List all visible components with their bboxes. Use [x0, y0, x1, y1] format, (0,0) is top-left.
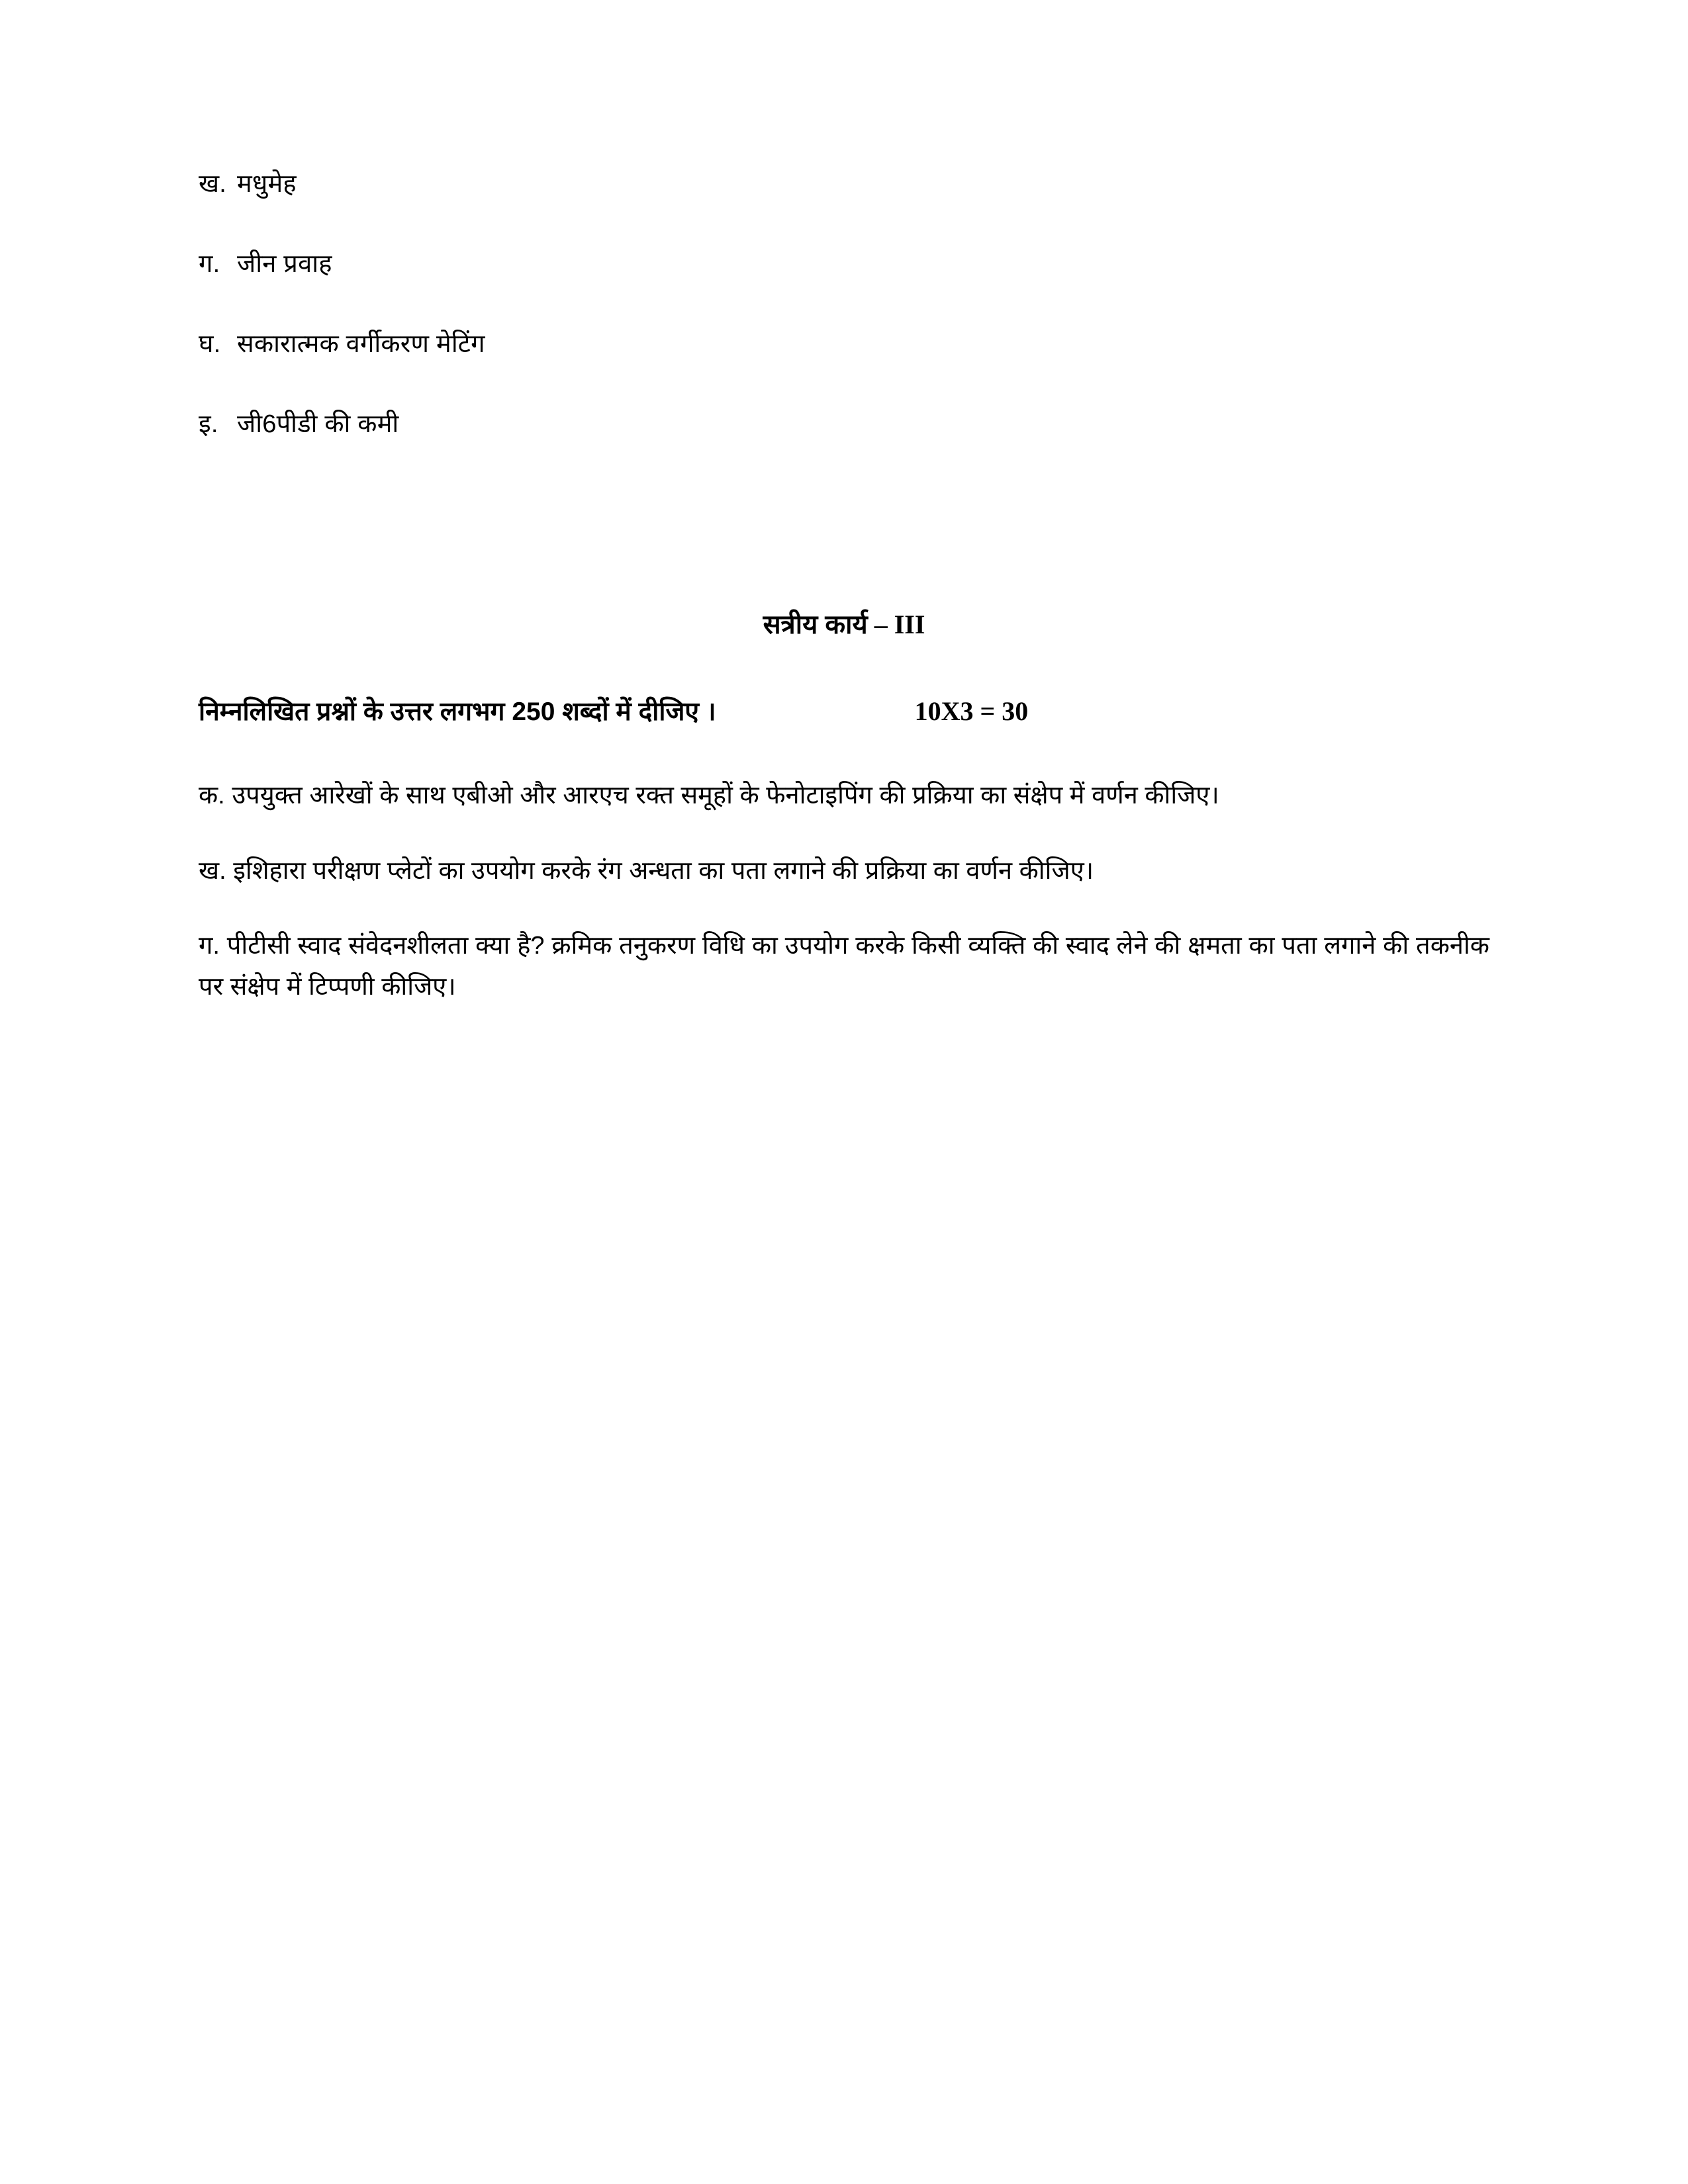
document-content	[199, 165, 1489, 1007]
list-item	[199, 246, 1489, 283]
instruction-marks: 10X3 = 30	[914, 696, 1029, 726]
question-item	[199, 851, 1489, 892]
list-item	[199, 165, 1489, 203]
list-item-label: जीन प्रवाह	[237, 250, 332, 278]
question-text: पीटीसी स्वाद संवेदनशीलता क्या है? क्रमिक तनुकरण विधि का उपयोग करके किसी व्यक्ति की स्वाद लेने की क्षमता का पता लगाने की तकनीक पर संक्षेप में टिप्पणी कीजिए।	[199, 932, 1489, 1001]
question-text: इशिहारा परीक्षण प्लेटों का उपयोग करके रंग अन्धता का पता लगाने की प्रक्रिया का वर्णन कीजिए।	[233, 856, 1094, 885]
section-heading	[199, 605, 1489, 641]
questions-list	[199, 776, 1489, 1007]
options-list	[199, 165, 1489, 443]
list-item-label: सकारात्मक वर्गीकरण मेटिंग	[237, 330, 485, 358]
list-item-label: मधुमेह	[237, 170, 297, 198]
question-marker: ग.	[199, 932, 220, 960]
list-item-marker: इ.	[199, 410, 218, 438]
question-marker: ख.	[199, 856, 226, 885]
section-heading-devanagari: सत्रीय कार्य	[763, 610, 868, 639]
list-item-label: जी6पीडी की कमी	[237, 410, 399, 438]
list-item-marker: ख.	[199, 170, 227, 198]
instruction-text: निम्नलिखित प्रश्नों के उत्तर लगभग 250 शब्दों में दीजिए ।	[199, 698, 716, 726]
vertical-spacer	[199, 486, 1489, 605]
question-item	[199, 776, 1489, 817]
instruction-row	[199, 693, 1489, 728]
list-item	[199, 406, 1489, 443]
question-item	[199, 926, 1489, 1007]
list-item-marker: ग.	[199, 250, 220, 278]
question-text: उपयुक्त आरेखों के साथ एबीओ और आरएच रक्त समूहों के फेनोटाइपिंग की प्रक्रिया का संक्षेप में वर्णन कीजिए।	[232, 782, 1219, 809]
list-item	[199, 326, 1489, 363]
list-item-marker: घ.	[199, 330, 221, 358]
question-marker: क.	[199, 782, 225, 809]
section-heading-roman: III	[894, 610, 925, 639]
section-heading-separator: –	[867, 610, 894, 639]
